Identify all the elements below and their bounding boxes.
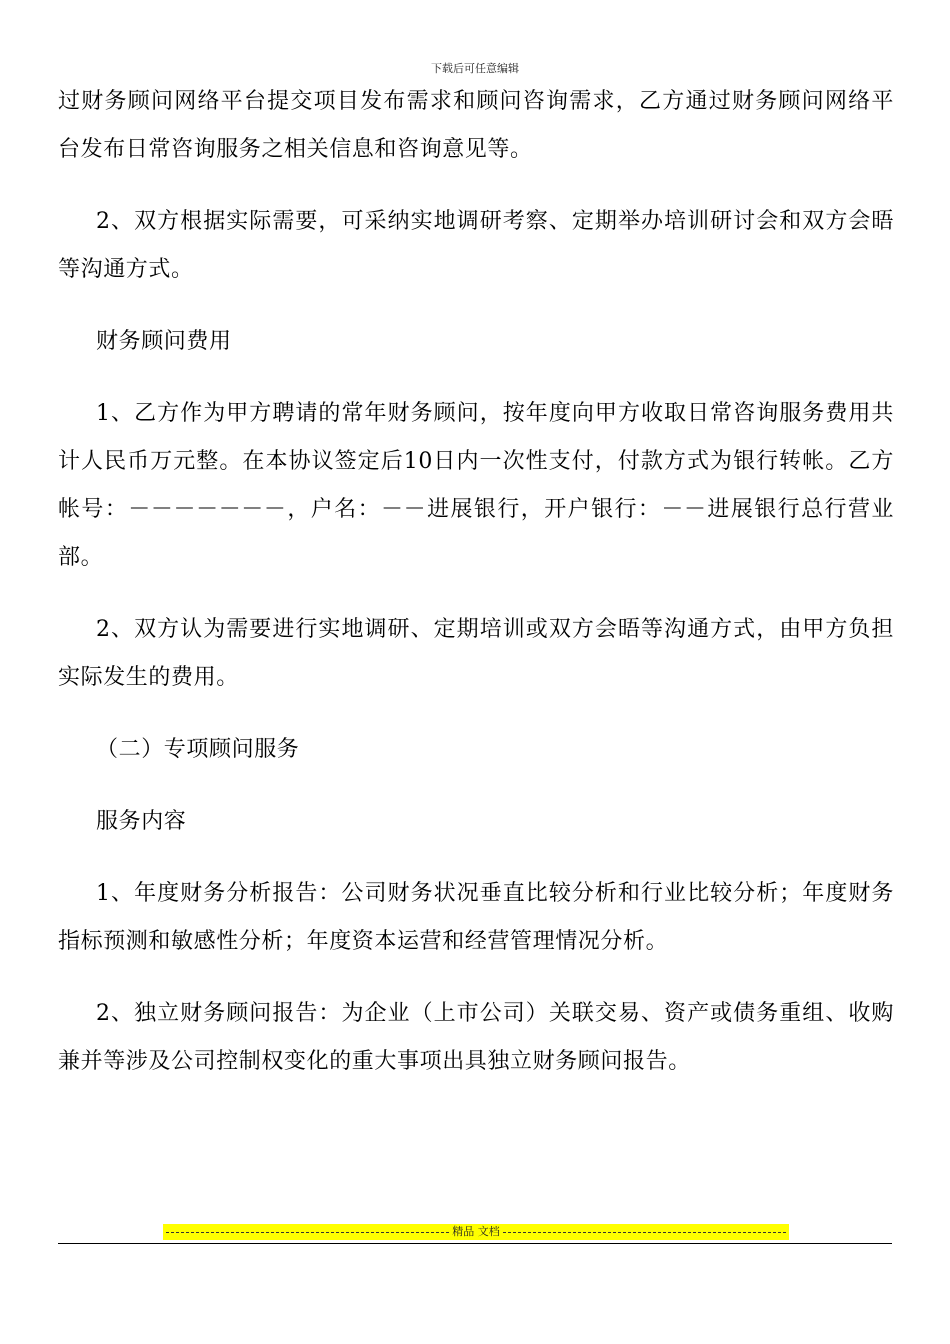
footer-dashes-left [166, 1232, 449, 1233]
paragraph-annual-fee: 1、乙方作为甲方聘请的常年财务顾问，按年度向甲方收取日常咨询服务费用共计人民币万元整。在本协议签定后10日内一次性支付，付款方式为银行转帐。乙方帐号：－－－－－－－，户名：－－进展银行，开户银行：－－进展银行总行营业部。 [58, 401, 894, 570]
paragraph-communication-methods: 2、双方根据实际需要，可采纳实地调研考察、定期举办培训研讨会和双方会晤等沟通方式。 [58, 209, 894, 282]
paragraph-extra-costs: 2、双方认为需要进行实地调研、定期培训或双方会晤等沟通方式，由甲方负担实际发生的费用。 [58, 617, 894, 690]
document-body [58, 78, 894, 1110]
paragraph-annual-financial-analysis: 1、年度财务分析报告：公司财务状况垂直比较分析和行业比较分析；年度财务指标预测和敏感性分析；年度资本运营和经营管理情况分析。 [58, 881, 894, 954]
section-heading-service-content: 服务内容 [96, 809, 187, 834]
paragraph-independent-advisor-report: 2、独立财务顾问报告：为企业（上市公司）关联交易、资产或债务重组、收购兼并等涉及公司控制权变化的重大事项出具独立财务顾问报告。 [58, 1001, 894, 1074]
paragraph-continuation: 过财务顾问网络平台提交项目发布需求和顾问咨询需求，乙方通过财务顾问网络平台发布日常咨询服务之相关信息和咨询意见等。 [58, 89, 894, 162]
footer-rule [58, 1243, 892, 1244]
footer-highlight-band [163, 1224, 789, 1240]
section-heading-advisor-fees: 财务顾问费用 [96, 329, 232, 354]
footer-dashes-right [503, 1232, 786, 1233]
footer-label: 精品 文档 [452, 1225, 500, 1238]
page-header-note: 下载后可任意编辑 [431, 62, 519, 75]
section-heading-special-services: （二）专项顾问服务 [96, 737, 300, 762]
